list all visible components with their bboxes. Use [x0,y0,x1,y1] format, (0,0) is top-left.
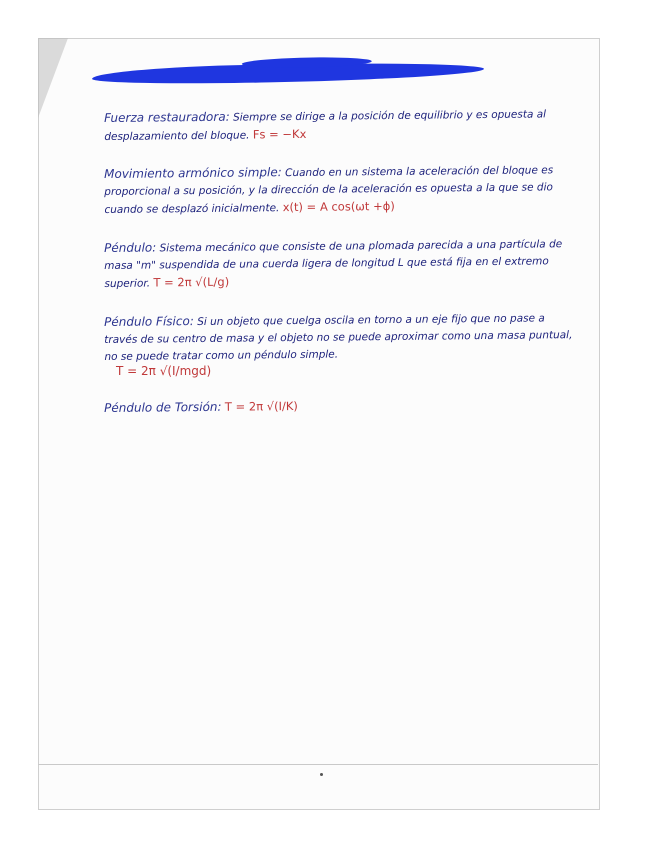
section-term: Péndulo de Torsión: [104,399,222,415]
section-pendulo [104,235,575,293]
section-term: Fuerza restauradora: [104,109,230,125]
section-movimiento-armonico [104,161,575,219]
section-formula: T = 2π √(I/mgd) [116,364,212,378]
section-term: Péndulo Físico: [104,314,194,329]
section-term: Movimiento armónico simple: [104,165,282,181]
section-text: Cuando en un sistema la aceleración del bloque es proporcional a su posición, y la dirección de la aceleración es opuesta a la que se dio cuando se desplazó inicialmente. [104,164,554,216]
section-pendulo-fisico [104,309,575,366]
section-text: Siempre se dirige a la posición de equilibrio y es opuesta al desplazamiento del bloque. [104,108,547,143]
section-formula: T = 2π √(L/g) [153,274,230,290]
section-text: Si un objeto que cuelga oscila en torno a un eje fijo que no pase a través de su centro de masa y el objeto no se puede aproximar como una masa puntual, no se puede tratar como un péndulo simple. [104,312,573,363]
section-formula: Fs = −Kx [252,126,307,142]
page-bottom-rule [38,764,598,765]
scan-corner-shadow [38,38,68,118]
section-formula: T = 2π √(I/K) [224,398,298,414]
section-text: Sistema mecánico que consiste de una plomada parecida a una partícula de masa "m" suspendida de una cuerda ligera de longitud L que está fija en el extremo superior. [104,238,563,290]
section-formula: x(t) = A cos(ωt +ϕ) [282,198,395,215]
scanned-page [38,38,600,810]
page-dot [320,773,323,776]
section-fuerza-restauradora [104,105,574,146]
section-term: Péndulo: [104,240,157,255]
